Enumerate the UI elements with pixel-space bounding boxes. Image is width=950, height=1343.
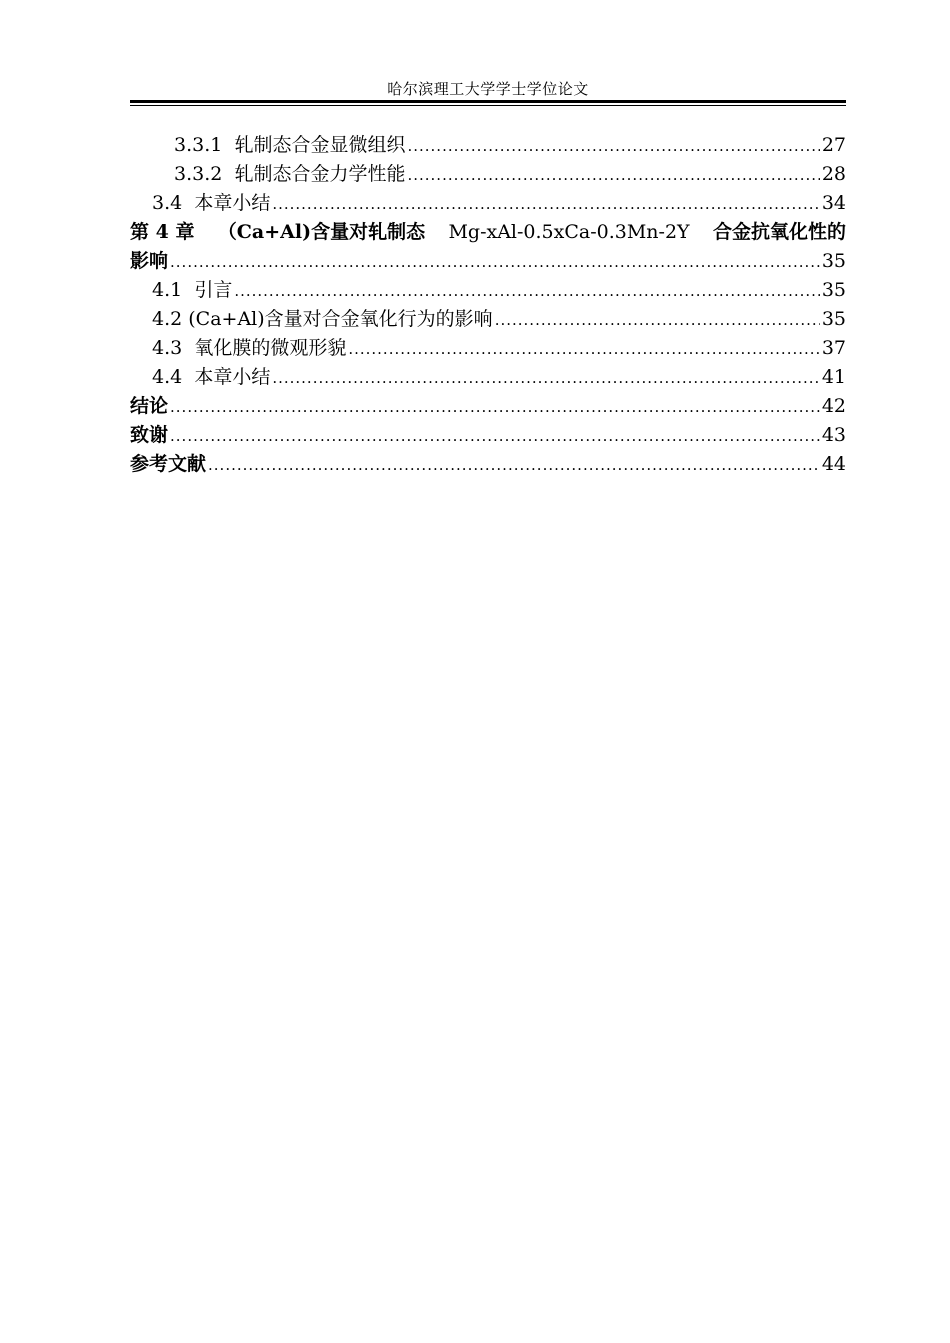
header-rule-thin [130, 105, 846, 106]
toc-entry-title: 致谢 [130, 424, 169, 446]
toc-entry-references[interactable] [130, 450, 846, 479]
toc-entry-number: 3.4 [152, 192, 183, 214]
toc-chapter-title-part2: 合金抗氧化性的 [712, 221, 846, 243]
toc-leader-dots [495, 306, 820, 335]
header-rule-thick [130, 100, 846, 103]
toc-chapter-4-line2[interactable] [130, 247, 846, 276]
toc-page-number: 37 [821, 337, 846, 359]
toc-page-number: 42 [821, 395, 846, 417]
toc-leader-dots [234, 277, 819, 306]
toc-entry-3-3-2[interactable] [130, 160, 846, 189]
toc-leader-dots [407, 161, 819, 190]
toc-entry-title: 轧制态合金显微组织 [234, 134, 406, 156]
toc-entry-number: 4.1 [152, 279, 183, 301]
toc-chapter-title-line2: 影响 [130, 250, 169, 272]
toc-leader-dots [348, 335, 819, 364]
toc-entry-number: 3.3.1 [174, 134, 223, 156]
toc-entry-3-4[interactable] [130, 189, 846, 218]
toc-chapter-4-heading[interactable] [130, 218, 846, 247]
toc-entry-title: 引言 [194, 279, 233, 301]
toc-leader-dots [272, 190, 819, 219]
toc-entry-4-2[interactable] [130, 305, 846, 334]
toc-page-number: 43 [821, 424, 846, 446]
toc-entry-title: 结论 [130, 395, 169, 417]
toc-entry-title: (Ca+Al)含量对合金氧化行为的影响 [188, 308, 493, 330]
toc-page-number: 35 [821, 308, 846, 330]
toc-page-number: 35 [821, 279, 846, 301]
toc-entry-title: 轧制态合金力学性能 [234, 163, 406, 185]
toc-entry-title: 参考文献 [130, 453, 207, 475]
toc-entry-title: 氧化膜的微观形貌 [194, 337, 347, 359]
toc-page-number: 35 [821, 250, 846, 272]
toc-entry-4-4[interactable] [130, 363, 846, 392]
toc-leader-dots [170, 393, 820, 422]
toc-leader-dots [272, 364, 819, 393]
toc-entry-number: 4.3 [152, 337, 183, 359]
toc-entry-4-1[interactable] [130, 276, 846, 305]
toc-entry-4-3[interactable] [130, 334, 846, 363]
toc-chapter-title-part1: （Ca+Al)含量对轧制态 [217, 221, 426, 243]
toc-entry-number: 3.3.2 [174, 163, 223, 185]
toc-entry-number: 4.4 [152, 366, 183, 388]
toc-page-number: 44 [821, 453, 846, 475]
toc-page-number: 34 [821, 192, 846, 214]
toc-entry-number: 4.2 [152, 308, 183, 330]
toc-page-number: 41 [821, 366, 846, 388]
toc-chapter-number: 第 4 章 [130, 221, 195, 243]
toc-page-number: 28 [821, 163, 846, 185]
toc-page-number: 27 [821, 134, 846, 156]
toc-entry-title: 本章小结 [194, 192, 271, 214]
toc-leader-dots [208, 451, 820, 480]
toc-entry-acknowledgements[interactable] [130, 421, 846, 450]
toc-entry-title: 本章小结 [194, 366, 271, 388]
toc-chapter-title-latin: Mg-xAl-0.5xCa-0.3Mn-2Y [448, 221, 690, 243]
toc-leader-dots [170, 248, 820, 277]
toc-leader-dots [407, 132, 819, 161]
table-of-contents [130, 131, 846, 479]
running-header: 哈尔滨理工大学学士学位论文 [387, 80, 589, 98]
toc-entry-3-3-1[interactable] [130, 131, 846, 160]
toc-leader-dots [170, 422, 820, 451]
toc-entry-conclusion[interactable] [130, 392, 846, 421]
